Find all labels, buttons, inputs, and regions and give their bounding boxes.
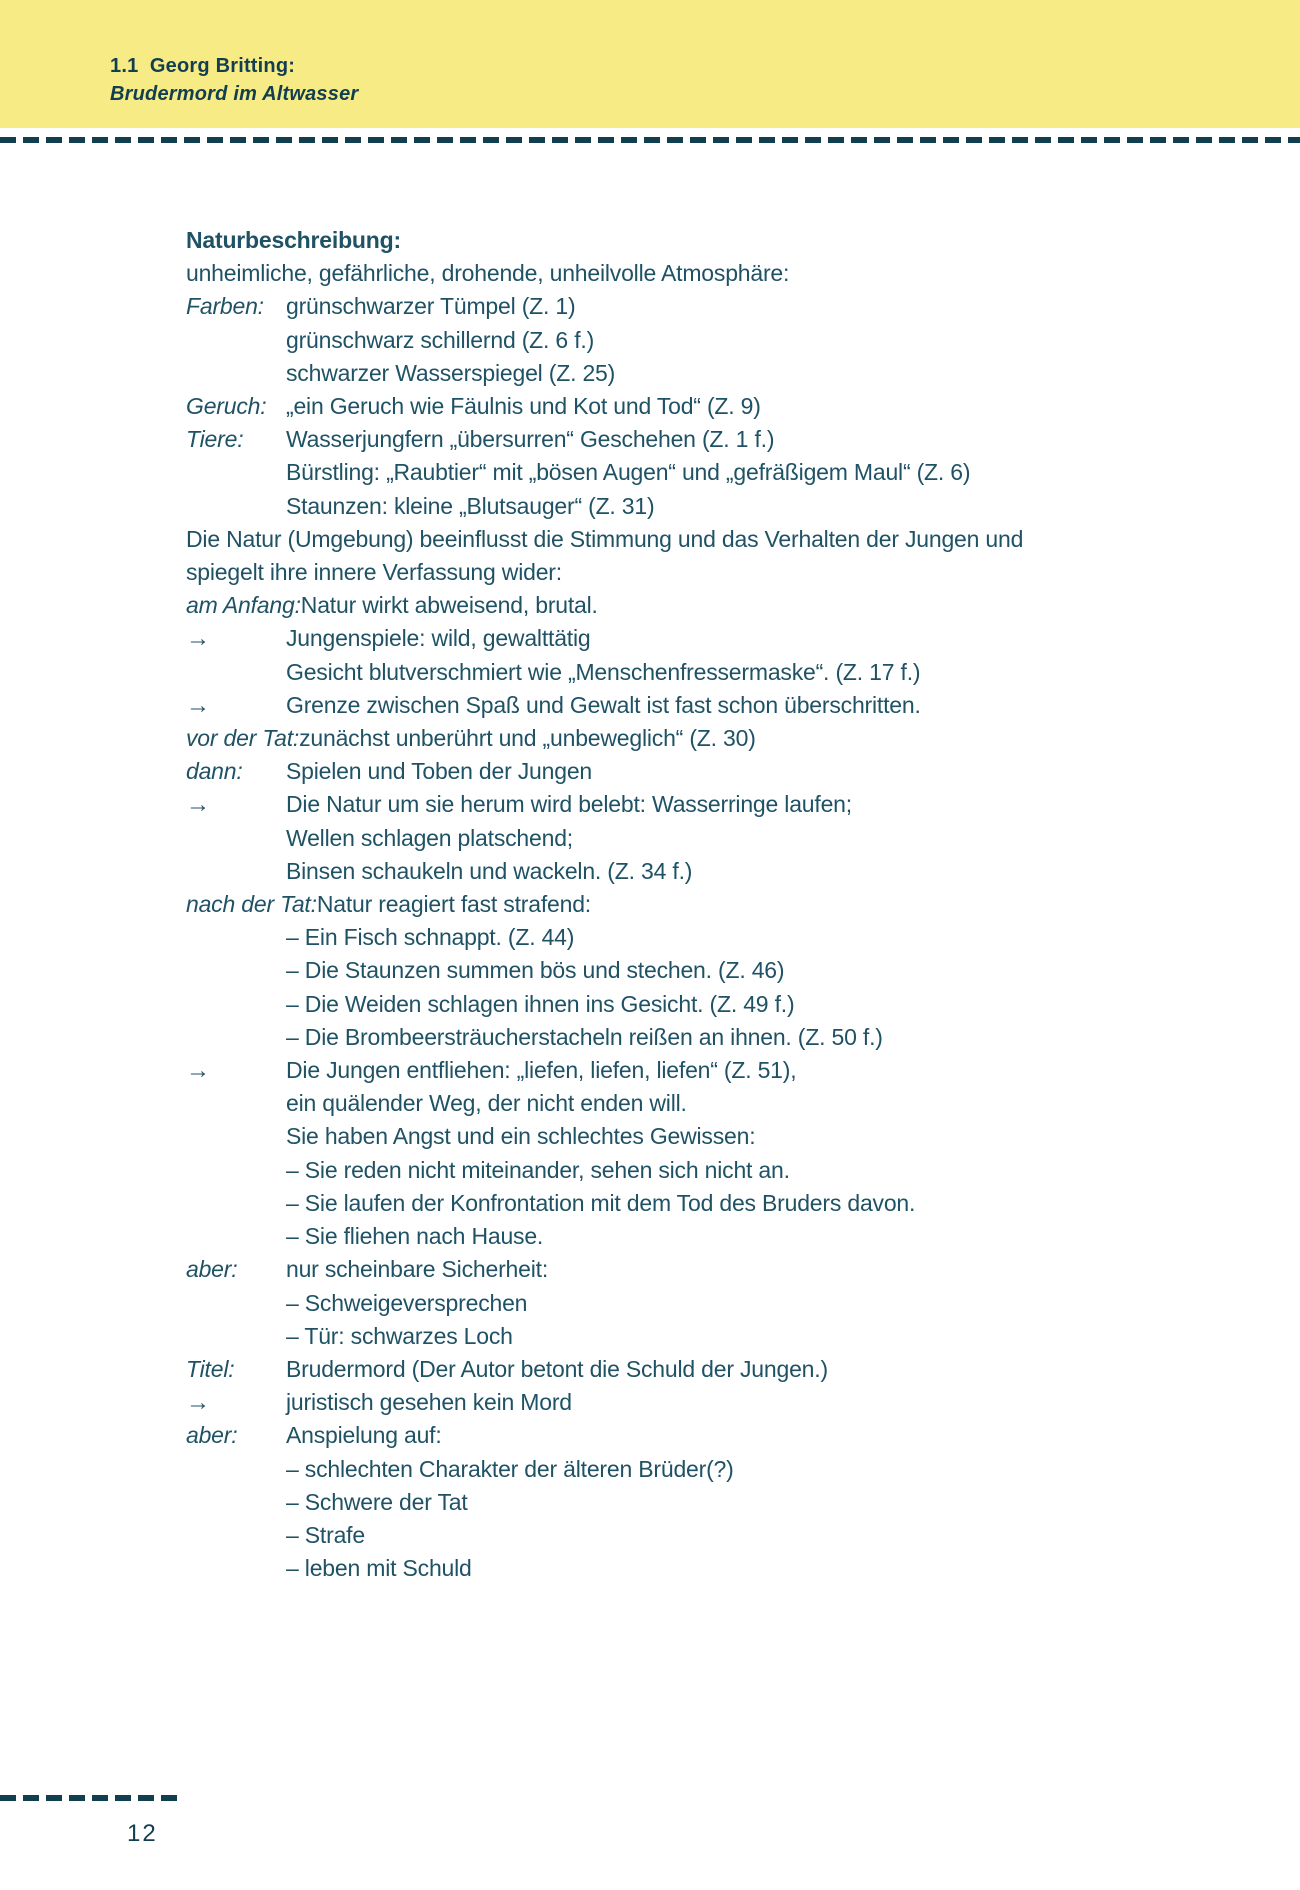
analysis-row [186,622,1281,655]
row-text: – leben mit Schuld [286,1555,472,1582]
top-dashed-divider [0,137,1300,143]
row-text: – Strafe [286,1521,365,1548]
row-label [186,1154,286,1187]
row-text: „ein Geruch wie Fäulnis und Kot und Tod“ (Z. 9) [286,393,761,420]
row-text: Jungenspiele: wild, gewalttätig [286,625,591,652]
analysis-row [186,523,1281,556]
row-label: nach der Tat: [186,891,317,918]
row-label [186,1552,286,1585]
analysis-row [186,755,1281,788]
row-label [186,656,286,689]
row-text: nur scheinbare Sicherheit: [286,1256,549,1283]
row-label [186,1287,286,1320]
analysis-row [186,1320,1281,1353]
row-label [186,1087,286,1120]
row-label [186,822,286,855]
row-text: Wasserjungfern „übersurren“ Geschehen (Z. 1 f.) [286,426,775,453]
row-label: aber: [186,1422,238,1449]
analysis-row [186,390,1281,423]
analysis-row [186,656,1281,689]
row-text: Binsen schaukeln und wackeln. (Z. 34 f.) [286,857,693,884]
row-text: grünschwarzer Tümpel (Z. 1) [286,293,576,320]
row-label: vor der Tat: [186,725,300,752]
row-label: am Anfang: [186,592,301,619]
row-text: – Die Weiden schlagen ihnen ins Gesicht. (Z. 49 f.) [286,990,795,1017]
row-text: – Tür: schwarzes Loch [286,1322,513,1349]
analysis-row [186,1220,1281,1253]
row-label [186,954,286,987]
page-number: 12 [127,1820,158,1847]
row-text: Die Natur um sie herum wird belebt: Wasserringe laufen; [286,791,852,818]
row-label [186,357,286,390]
header-banner [0,0,1300,128]
analysis-row [186,1453,1281,1486]
analysis-row [186,556,1281,589]
row-label [186,1120,286,1153]
row-text: Natur reagiert fast strafend: [316,891,591,918]
row-label: → [186,791,210,819]
row-label [186,1453,286,1486]
analysis-row [186,1054,1281,1087]
analysis-row [186,1021,1281,1054]
row-label [186,456,286,489]
analysis-row [186,589,1281,622]
row-text: schwarzer Wasserspiegel (Z. 25) [286,359,616,386]
analysis-row [186,1353,1281,1386]
analysis-row [186,954,1281,987]
row-label [186,324,286,357]
analysis-row [186,1087,1281,1120]
row-text: Bürstling: „Raubtier“ mit „bösen Augen“ und „gefräßigem Maul“ (Z. 6) [286,459,971,486]
analysis-row [186,788,1281,821]
analysis-row [186,357,1281,390]
row-label [186,490,286,523]
row-text: Staunzen: kleine „Blutsauger“ (Z. 31) [286,492,655,519]
row-label [186,1021,286,1054]
analysis-row [186,257,1281,290]
row-text: Anspielung auf: [286,1422,442,1449]
row-text: – Schweigeversprechen [286,1289,528,1316]
analysis-row [186,855,1281,888]
row-label: aber: [186,1256,238,1283]
analysis-row [186,456,1281,489]
analysis-rows [186,257,1281,1585]
row-text: Natur wirkt abweisend, brutal. [300,592,598,619]
section-heading: Naturbeschreibung: [186,227,401,253]
analysis-row [186,888,1281,921]
row-label: Geruch: [186,393,267,420]
row-text: Grenze zwischen Spaß und Gewalt ist fast schon überschritten. [286,691,921,718]
row-text: zunächst unberührt und „unbeweglich“ (Z. 30) [299,725,756,752]
row-label: → [186,1057,210,1085]
analysis-row [186,921,1281,954]
analysis-row [186,324,1281,357]
row-text: Die Natur (Umgebung) beeinflusst die Stimmung und das Verhalten der Jungen und [186,525,1024,552]
row-label [186,988,286,1021]
row-text: unheimliche, gefährliche, drohende, unheilvolle Atmosphäre: [186,260,790,287]
analysis-row [186,1187,1281,1220]
analysis-row [186,1287,1281,1320]
row-text: – schlechten Charakter der älteren Brüder(?) [286,1455,734,1482]
analysis-row [186,1419,1281,1452]
chapter-heading: 1.1 Georg Britting: [110,55,296,77]
row-text: – Sie reden nicht miteinander, sehen sich nicht an. [286,1156,790,1183]
analysis-row [186,1253,1281,1286]
analysis-row [186,1386,1281,1419]
row-text: – Die Staunzen summen bös und stechen. (Z. 46) [286,957,785,984]
row-text: – Sie fliehen nach Hause. [286,1223,544,1250]
row-label: dann: [186,758,243,785]
analysis-row [186,822,1281,855]
analysis-row [186,988,1281,1021]
row-label [186,1220,286,1253]
analysis-row [186,1552,1281,1585]
analysis-row [186,722,1281,755]
row-label [186,921,286,954]
row-text: – Die Brombeersträucherstacheln reißen an ihnen. (Z. 50 f.) [286,1023,883,1050]
work-title: Brudermord im Altwasser [110,83,359,105]
analysis-content [186,224,1281,1585]
analysis-row [186,1120,1281,1153]
row-label [186,1519,286,1552]
row-text: – Ein Fisch schnappt. (Z. 44) [286,924,575,951]
row-label [186,855,286,888]
row-text: Spielen und Toben der Jungen [286,758,593,785]
row-label [186,1486,286,1519]
row-text: – Sie laufen der Konfrontation mit dem Tod des Bruders davon. [286,1189,916,1216]
analysis-row [186,290,1281,323]
header-text-block [110,52,358,108]
footer-dashed-line [0,1795,184,1801]
row-text: spiegelt ihre innere Verfassung wider: [186,559,562,586]
row-label: → [186,1389,210,1417]
row-text: Brudermord (Der Autor betont die Schuld der Jungen.) [286,1355,828,1382]
row-text: Die Jungen entfliehen: „liefen, liefen, liefen“ (Z. 51), [286,1057,797,1084]
row-text: Wellen schlagen platschend; [286,824,573,851]
row-label [186,1320,286,1353]
analysis-row [186,423,1281,456]
row-label: Titel: [186,1355,235,1382]
row-label [186,1187,286,1220]
analysis-row [186,490,1281,523]
row-label: Tiere: [186,426,244,453]
row-text: Gesicht blutverschmiert wie „Menschenfressermaske“. (Z. 17 f.) [286,658,921,685]
row-label: Farben: [186,293,264,320]
row-text: – Schwere der Tat [286,1488,468,1515]
analysis-row [186,1486,1281,1519]
row-label: → [186,625,210,653]
row-text: Sie haben Angst und ein schlechtes Gewissen: [286,1123,756,1150]
row-text: juristisch gesehen kein Mord [286,1389,572,1416]
analysis-row [186,689,1281,722]
analysis-row [186,1519,1281,1552]
row-text: grünschwarz schillernd (Z. 6 f.) [286,326,595,353]
row-label: → [186,691,210,719]
analysis-row [186,1154,1281,1187]
row-text: ein quälender Weg, der nicht enden will. [286,1090,687,1117]
